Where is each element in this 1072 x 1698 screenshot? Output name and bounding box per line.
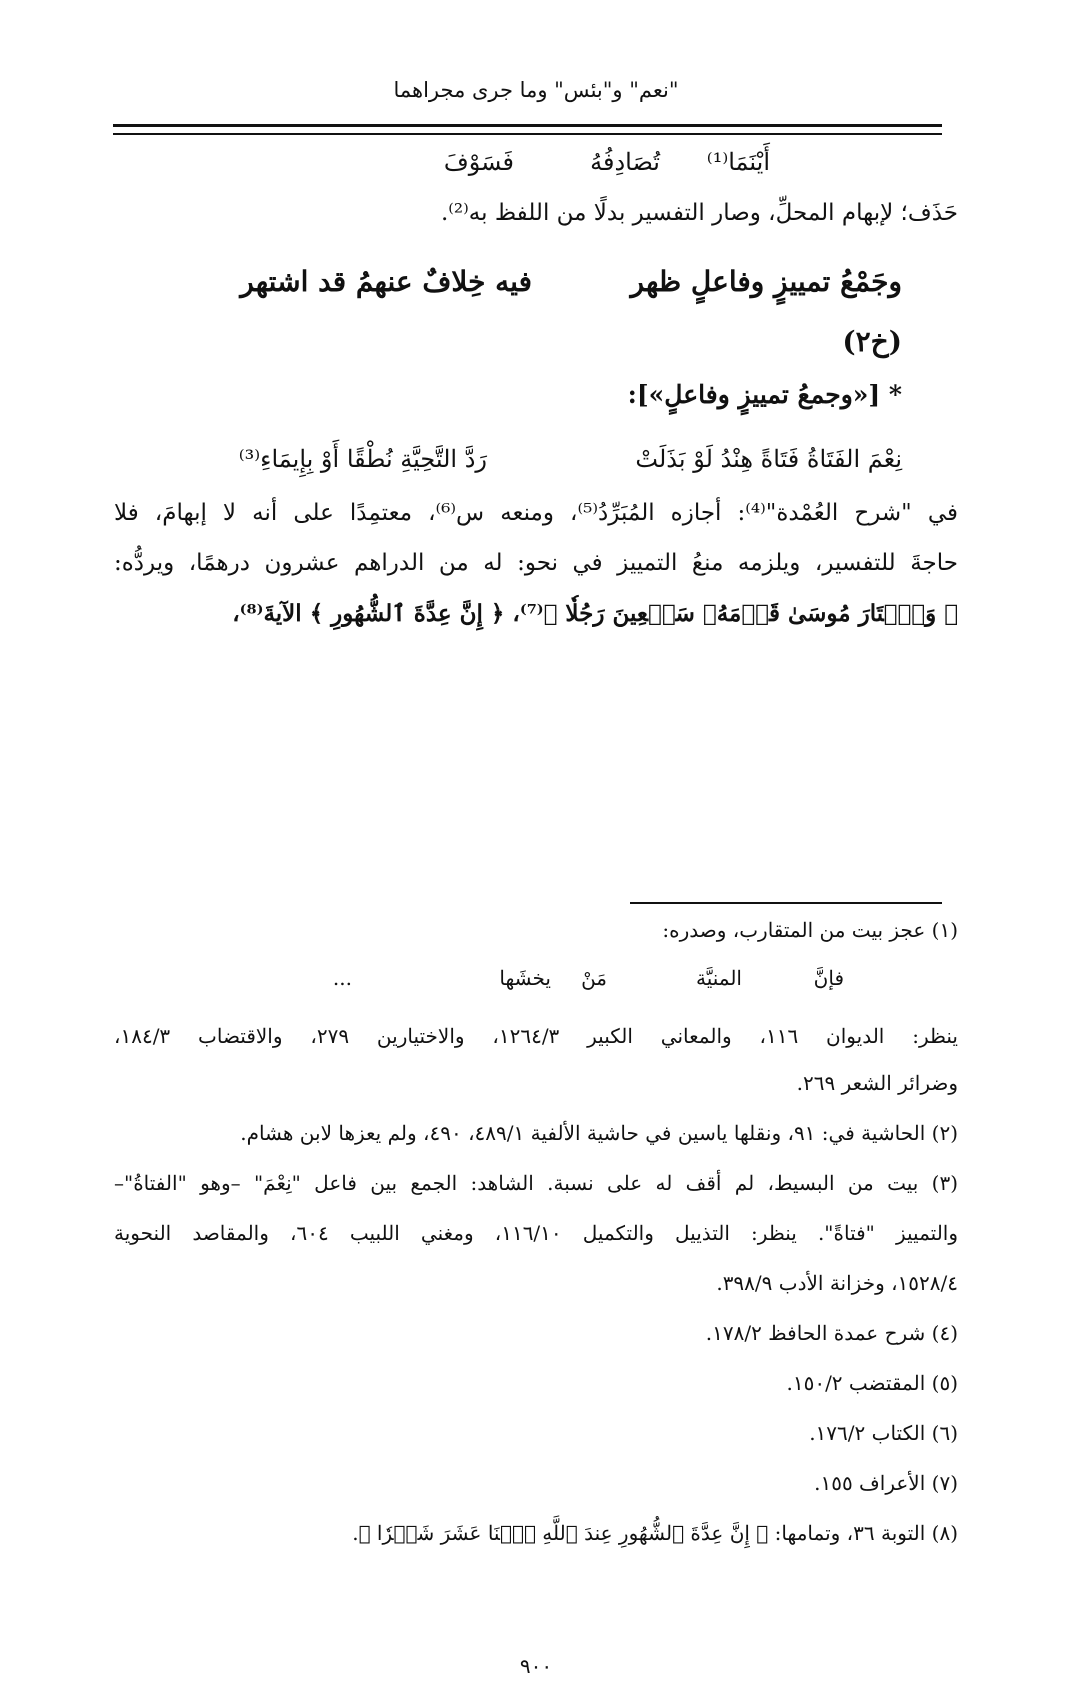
footnote-1-verse-word-4: يخشَها	[499, 966, 551, 990]
footnote-8: (٨) التوبة ٣٦، وتمامها: ﴿ إِنَّ عِدَّةَ ٱلشُّهُورِ عِندَ ٱللَّهِ ٱثۡنَا عَشَرَ شَهۡرٗا ﴾.	[352, 1521, 958, 1545]
verse2-hemistich-2: رَدَّ التَّحِيَّةِ نُطْقًا أَوْ بِإِيمَاءِ⁽³⁾	[238, 445, 487, 473]
footnote-7: (٧) الأعراف ١٥٥.	[814, 1471, 958, 1495]
alfiyya-hemistich-2: فيه خِلافٌ عنهمُ قد اشتهر	[240, 265, 532, 298]
footnote-1-verse-word-1: فإنَّ	[813, 966, 844, 990]
footnote-3-line-1: (٣) بيت من البسيط، لم أقف له على نسبة. الشاهد: الجمع بين فاعل "نِعْمَ" –وهو "الفتاةُ"–	[114, 1171, 958, 1195]
paragraph-2-line-2: حاجةَ للتفسير، ويلزمه منعُ التمييز في نحو: له من الدراهم عشرون درهمًا، ويردُّه:	[114, 550, 958, 576]
footnote-1-verse-ellipsis: ...	[332, 966, 352, 990]
header-rule-thick	[113, 124, 942, 127]
footnote-4: (٤) شرح عمدة الحافظ ١٧٨/٢.	[705, 1321, 958, 1345]
header-rule-thin	[113, 133, 942, 135]
footnote-1-verse-word-3: مَنْ	[581, 966, 607, 990]
paragraph-1: حَذَف؛ لإبهام المحلِّ، وصار التفسير بدلًا من اللفظ به⁽²⁾.	[440, 200, 958, 226]
page-number: ٩٠٠	[519, 1654, 553, 1678]
verse1-word-3: أَيْنَمَا⁽¹⁾	[706, 148, 770, 176]
paragraph-2-line-1: في "شرح العُمْدة"⁽⁴⁾: أجازه المُبَرِّدُ⁽⁵⁾، ومنعه س⁽⁶⁾، معتمِدًا على أنه لا إبهامَ، فلا	[114, 500, 958, 526]
footnote-2: (٢) الحاشية في: ٩١، ونقلها ياسين في حاشية الألفية ٤٨٩/١، ٤٩٠، ولم يعزها لابن هشام.	[240, 1121, 958, 1145]
alfiyya-hemistich-1: وجَمْعُ تمييزٍ وفاعلٍ ظهر	[630, 265, 902, 298]
verse1-word-1: فَسَوْفَ	[443, 148, 514, 176]
footnote-1-line-2: ينظر: الديوان ١١٦، والمعاني الكبير ١٢٦٤/٣، والاختيارين ٢٧٩، والاقتضاب ١٨٤/٣،	[114, 1024, 958, 1048]
footnote-5: (٥) المقتضب ١٥٠/٢.	[786, 1371, 958, 1395]
running-head: "نعم" و"بئس" وما جرى مجراهما	[393, 78, 679, 102]
alfiyya-code: (خ٢)	[842, 325, 902, 358]
footnote-separator	[630, 902, 942, 904]
footnote-3-line-2: والتمييز "فتاةً". ينظر: التذييل والتكميل ١١٦/١٠، ومغني اللبيب ٦٠٤، والمقاصد النحوية	[114, 1221, 958, 1245]
section-heading: * [«وجمعُ تمييزٍ وفاعلٍ»]:	[627, 380, 902, 409]
footnote-1-line-3: وضرائر الشعر ٢٦٩.	[796, 1071, 958, 1095]
footnote-1-verse-word-2: المنيَّة	[695, 966, 742, 990]
paragraph-2-line-3: ﴿ وَٱخۡتَارَ مُوسَىٰ قَوۡمَهُۥ سَبۡعِينَ رَجُلٗا ﴾⁽⁷⁾، ﴿ إِنَّ عِدَّةَ ٱلشُّهُورِ ﴾ الآيةَ⁽⁸⁾،	[232, 600, 958, 627]
footnote-1-line-1: (١) عجز بيت من المتقارب، وصدره:	[662, 918, 958, 942]
verse2-hemistich-1: نِعْمَ الفَتَاةُ فَتَاةً هِنْدُ لَوْ بَذَلَتْ	[635, 445, 902, 473]
verse1-word-2: تُصَادِفُهُ	[590, 148, 660, 176]
footnote-6: (٦) الكتاب ١٧٦/٢.	[809, 1421, 958, 1445]
footnote-3-line-3: ١٥٢٨/٤، وخزانة الأدب ٣٩٨/٩.	[716, 1271, 958, 1295]
